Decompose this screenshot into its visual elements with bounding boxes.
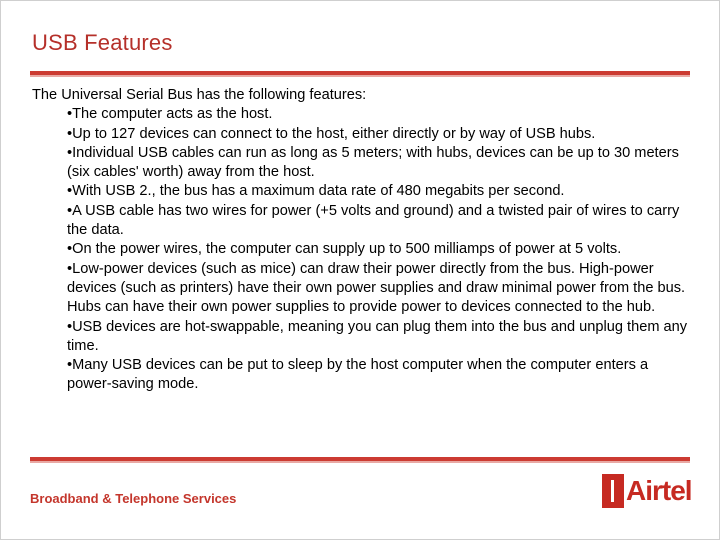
airtel-logo-icon (602, 474, 624, 508)
list-item: •Many USB devices can be put to sleep by the host computer when the computer enters a power-saving mode. (67, 357, 649, 393)
slide-title: USB Features (32, 30, 173, 55)
slide-body (32, 86, 692, 395)
airtel-logo-text: Airtel (626, 475, 692, 506)
list-item: •The computer acts as the host. (67, 106, 273, 123)
footer-tagline: Broadband & Telephone Services (30, 491, 237, 506)
list-item: •Individual USB cables can run as long as 5 meters; with hubs, devices can be up to 30 meters (six cables' worth) away from the host. (67, 144, 679, 181)
airtel-logo (602, 474, 692, 508)
list-item: •USB devices are hot-swappable, meaning you can plug them into the bus and unplug them any time. (67, 318, 688, 354)
list-item: •On the power wires, the computer can supply up to 500 milliamps of power at 5 volts. (67, 241, 622, 258)
list-item: •Up to 127 devices can connect to the host, either directly or by way of USB hubs. (67, 125, 596, 142)
list-item: •Low-power devices (such as mice) can draw their power directly from the bus. High-power devices (such as printers) have their own power supplies and draw minimal power from the bus. Hubs can have their own power supplies to provide power to devices connected to the hub. (67, 260, 686, 316)
footer-divider (30, 457, 690, 461)
feature-list (32, 105, 692, 394)
list-item: •With USB 2., the bus has a maximum data rate of 480 megabits per second. (67, 183, 565, 200)
list-item: •A USB cable has two wires for power (+5 volts and ground) and a twisted pair of wires to carry the data. (67, 202, 680, 239)
intro-text: The Universal Serial Bus has the following features: (32, 87, 367, 103)
title-divider (30, 71, 690, 75)
